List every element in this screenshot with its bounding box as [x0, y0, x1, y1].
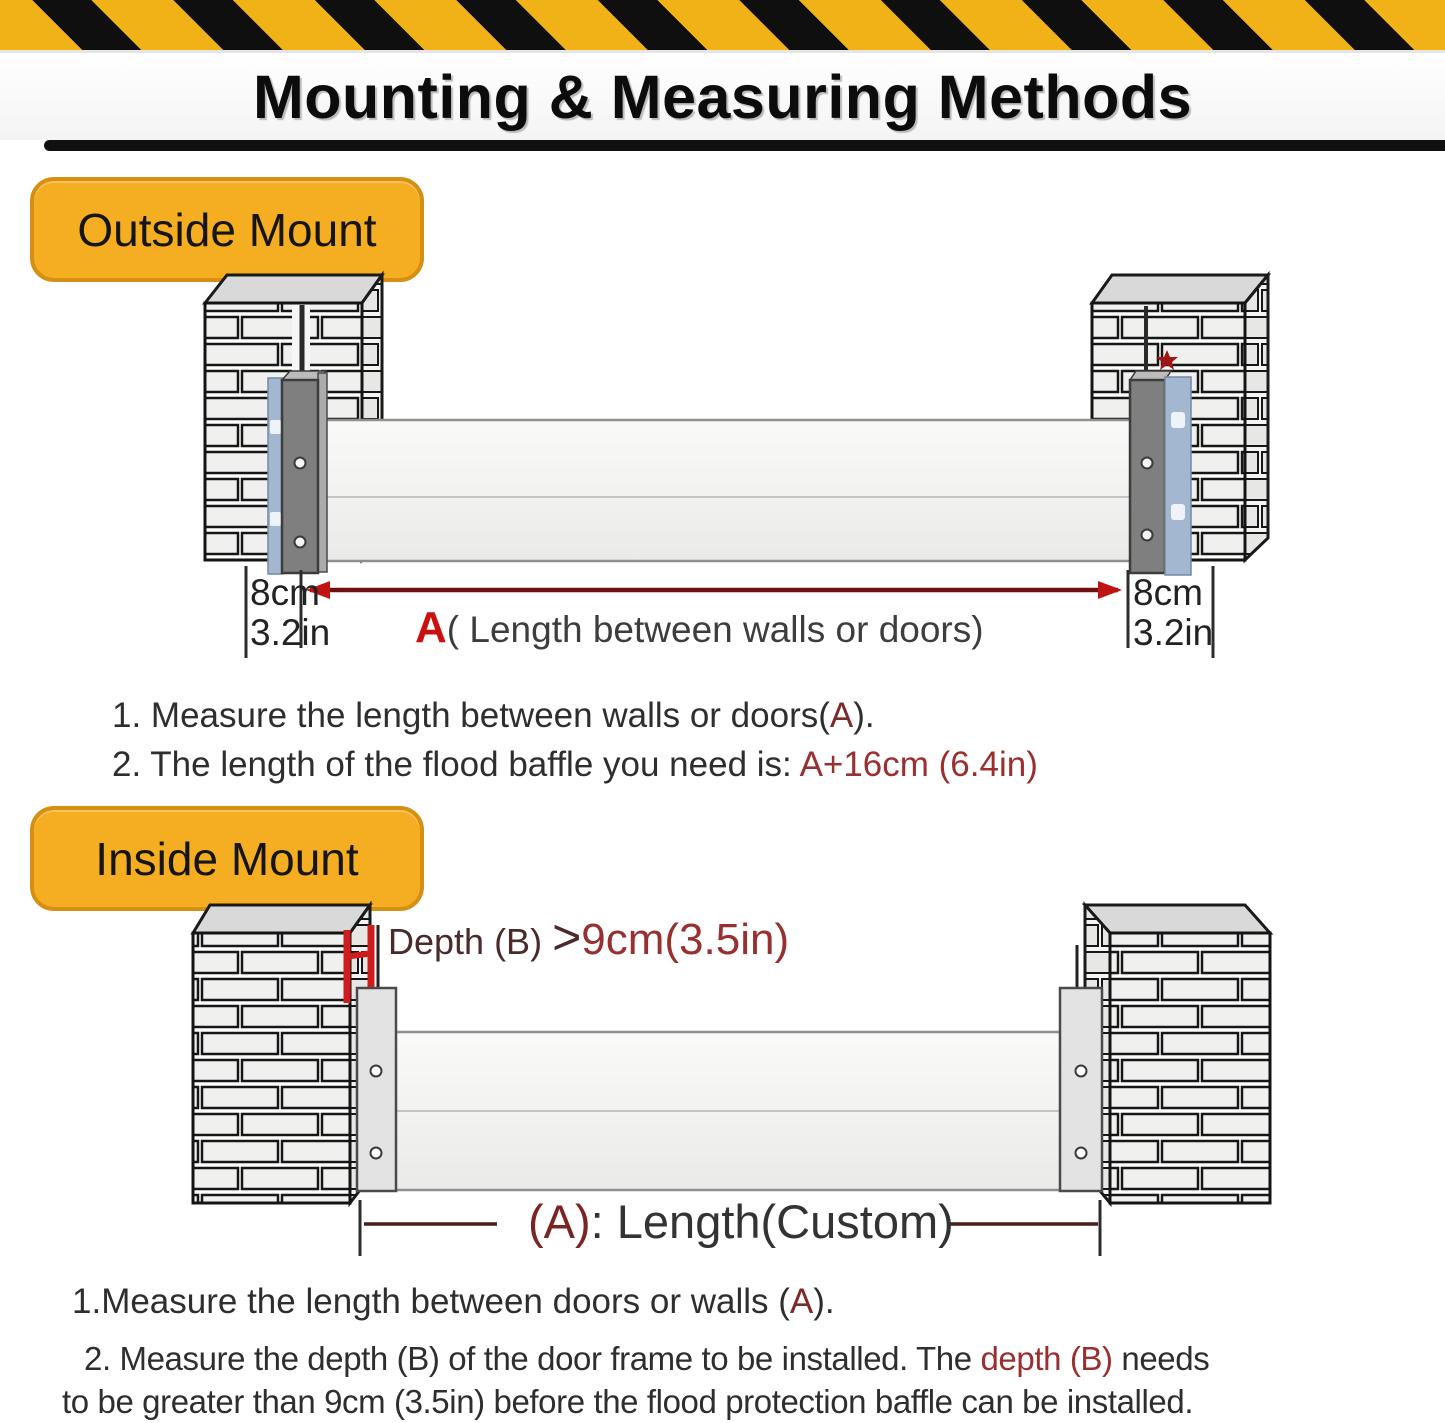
left-brick-pillar	[193, 905, 370, 1203]
flood-barrier-panel	[390, 1032, 1068, 1190]
span-length-label	[415, 603, 984, 653]
dim-left-cm: 8cm	[250, 572, 320, 613]
span-rest: ( Length between walls or doors)	[446, 609, 984, 650]
outside-step-2: 2. The length of the flood baffle you need is: A+16cm (6.4in)	[112, 745, 1038, 784]
flood-barrier-panel	[322, 420, 1132, 561]
baffle-length-formula: A+16cm (6.4in)	[799, 745, 1038, 784]
inside-step-2-line-1: 2. Measure the depth (B) of the door frame to be installed. The depth (B) needs	[84, 1340, 1210, 1377]
step1-a: A	[829, 696, 854, 735]
outside-steps	[112, 691, 1038, 789]
title-band	[0, 53, 1445, 140]
inside-step-1: 1.Measure the length between doors or walls (A).	[72, 1282, 835, 1321]
dim-right-in: 3.2in	[1133, 612, 1214, 653]
seal-strip-right	[1165, 377, 1191, 575]
greater-than-sign: >	[552, 909, 582, 965]
title-divider	[44, 140, 1445, 151]
right-brick-pillar	[1085, 905, 1270, 1203]
screw-hole	[1076, 1066, 1087, 1077]
outside-mount-label: Outside Mount	[77, 203, 377, 256]
dim-left-in: 3.2in	[250, 612, 331, 653]
mounting-channel-left	[357, 988, 396, 1191]
step1-a: A	[789, 1282, 814, 1321]
screw-hole	[371, 1066, 382, 1077]
depth-annotation	[388, 909, 790, 965]
screw-hole	[295, 537, 306, 548]
span-arrow	[306, 581, 1122, 599]
dim-left-outside	[250, 573, 330, 653]
screw-hole	[1076, 1148, 1087, 1159]
length-annotation	[528, 1194, 954, 1249]
outside-step-1: 1. Measure the length between walls or doors(A).	[112, 696, 875, 735]
depth-value: 9cm(3.5in)	[581, 915, 790, 964]
screw-hole	[295, 458, 306, 469]
screw-hole	[1142, 530, 1153, 541]
length-a: (A)	[528, 1195, 591, 1248]
inside-step-2-line-2: to be greater than 9cm (3.5in) before the flood protection baffle can be installed.	[62, 1383, 1194, 1420]
dim-right-cm: 8cm	[1133, 572, 1203, 613]
inside-step-2	[62, 1337, 1209, 1423]
screw-hole	[371, 1148, 382, 1159]
dim-right-outside	[1133, 573, 1213, 653]
length-rest: : Length(Custom)	[590, 1195, 954, 1248]
page-title: Mounting & Measuring Methods	[252, 62, 1193, 131]
span-a: A	[415, 603, 447, 652]
mounting-channel-left	[282, 371, 327, 573]
inside-mount-label: Inside Mount	[95, 832, 359, 885]
hazard-stripe-banner	[0, 0, 1445, 53]
screw-hole	[1142, 458, 1153, 469]
depth-label: Depth (B)	[388, 921, 553, 962]
depth-b-red: depth (B)	[980, 1340, 1113, 1377]
